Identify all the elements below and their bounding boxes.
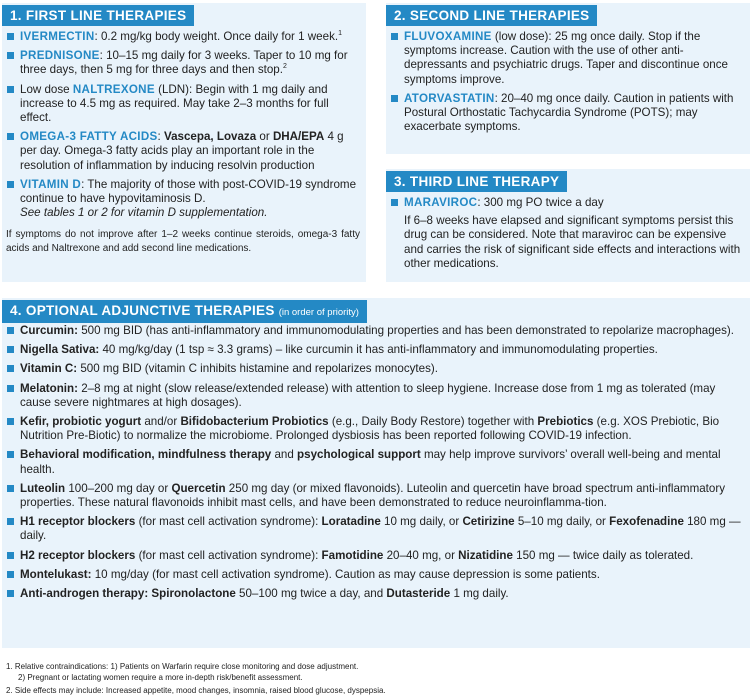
item-label: Nizatidine <box>458 548 513 562</box>
item-text: 20–40 mg, or <box>383 548 459 562</box>
first-line-note: If symptoms do not improve after 1–2 weeks continue steroids, omega-3 fatty acids and Naltrexone and add second line medications. <box>6 229 360 254</box>
list-item <box>390 196 744 210</box>
item-text: 10 mg/day (for mast cell activation syndrome). Caution as may cause depression is some patients. <box>91 567 600 581</box>
drug-name: ATORVASTATIN <box>404 91 495 105</box>
item-text: (low dose): 25 mg once daily. Stop if the symptoms increase. Caution with the use of other anti-depressants and psychiatric drugs. Taper and discontinue once symptoms improve. <box>404 30 728 86</box>
list-item <box>6 178 360 221</box>
second-line-content <box>390 30 744 139</box>
list-item <box>6 549 746 563</box>
item-text: may help improve survivors’ overall well-being and mental health. <box>20 448 721 476</box>
item-text: 500 mg BID (vitamin C inhibits histamine and repolarizes monocytes). <box>77 362 438 376</box>
list-item <box>6 324 746 338</box>
item-text: 150 mg — twice daily as tolerated. <box>512 548 694 562</box>
item-label: Bifidobacterium Probiotics <box>180 415 329 429</box>
item-label: Quercetin <box>171 481 226 495</box>
list-item <box>6 482 746 510</box>
item-label: psychological support <box>297 448 421 462</box>
item-text: : The majority of those with post-COVID-19 syndrome continue to have hypovitaminosis D. <box>20 177 357 206</box>
item-text: 500 mg BID (has anti-inflammatory and immunomodulating properties and has been demonstrated to repolarize macrophages). <box>77 324 735 337</box>
item-label: Kefir, probiotic yogurt <box>20 415 142 429</box>
item-text: 5–10 mg daily, or <box>514 515 610 529</box>
item-label: Dutasteride <box>386 587 451 601</box>
item-label: Luteolin <box>20 481 66 495</box>
item-text: 250 mg day (or mixed flavonoids). Luteolin and quercetin have broad spectrum anti-inflammatory properties. These natural flavonoids inhibit mast cells, and have been demonstrated to reduce neuroinflamma-tion. <box>20 481 726 510</box>
item-label: Curcumin: <box>20 324 78 337</box>
footnote-2: 2. Side effects may include: Increased appetite, mood changes, insomnia, raised blood glucose, dyspepsia. <box>6 686 386 695</box>
drug-name: VITAMIN D <box>20 177 82 191</box>
drug-name: PREDNISONE <box>20 49 100 63</box>
item-text: 1 mg daily. <box>450 587 509 601</box>
drug-name: FLUVOXAMINE <box>404 30 492 43</box>
adjunctive-header <box>2 300 367 323</box>
first-line-header: 1. FIRST LINE THERAPIES <box>2 5 194 26</box>
item-text: : 300 mg PO twice a day <box>477 196 604 209</box>
item-text: (for mast cell activation syndrome): <box>135 548 322 562</box>
footnote-ref: 2 <box>282 63 287 71</box>
item-label: Vitamin C: <box>20 362 78 376</box>
list-item <box>6 415 746 443</box>
third-line-header: 3. THIRD LINE THERAPY <box>386 171 567 192</box>
list-item <box>6 49 360 77</box>
item-label: Spironolactone <box>151 587 236 601</box>
item-text: : <box>157 130 164 144</box>
brand-names: DHA/EPA <box>272 130 325 144</box>
adjunctive-content <box>6 324 746 606</box>
list-item <box>6 382 746 410</box>
footnote-ref: 1 <box>338 30 342 38</box>
item-text: 10 mg daily, or <box>380 515 463 529</box>
item-label: Melatonin: <box>20 381 78 395</box>
item-prefix: Low dose <box>20 82 73 96</box>
item-text: 2–8 mg at night (slow release/extended release) with attention to sleep hygiene. Increase dose from 1 mg as tolerated (may cause severe nightmares at high dosages). <box>20 381 716 409</box>
adjunctive-title: 4. OPTIONAL ADJUNCTIVE THERAPIES <box>10 303 275 318</box>
list-item <box>6 362 746 376</box>
item-text: and <box>271 448 298 462</box>
item-text: 100–200 mg day or <box>65 481 172 495</box>
footnote-1-continued: 2) Pregnant or lactating women require a more in-depth risk/benefit assessment. <box>18 673 303 682</box>
item-text: (for mast cell activation syndrome): <box>135 515 322 529</box>
item-text: 4 g per day. Omega-3 fatty acids play an important role in the resolution of inflammation by inducing resolvin production <box>20 130 344 172</box>
item-label: Nigella Sativa: <box>20 343 100 357</box>
drug-name: IVERMECTIN <box>20 30 95 43</box>
footnote-1: 1. Relative contraindications: 1) Patients on Warfarin require close monitoring and dose adjustment. <box>6 662 359 671</box>
second-line-header: 2. SECOND LINE THERAPIES <box>386 5 597 26</box>
list-item <box>6 130 360 173</box>
item-text: or <box>256 130 273 144</box>
list-item <box>6 83 360 126</box>
item-label: Loratadine <box>321 515 381 529</box>
item-label: H1 receptor blockers <box>20 515 136 529</box>
item-text: : 20–40 mg once daily. Caution in patients with Postural Orthostatic Tachycardia Syndrome (POTS); may exacerbate symptoms. <box>404 91 734 134</box>
item-text: (e.g., Daily Body Restore) together with <box>328 415 538 429</box>
third-line-paragraph: If 6–8 weeks have elapsed and significant symptoms persist this drug can be considered. Note that maraviroc can be expensive and carries the risk of significant side effects and interactions with other medications. <box>404 214 741 270</box>
item-text: 50–100 mg twice a day, and <box>235 587 387 601</box>
item-reference: See tables 1 or 2 for vitamin D supplementation. <box>20 206 268 220</box>
item-text: (e.g. XOS Prebiotic, Bio Nutrition Pre-Biotic) to normalize the microbiome. Prolonged dysbiosis has been reported following COVID-19 infection. <box>20 415 720 443</box>
list-item <box>6 30 360 44</box>
item-text: 180 mg — daily. <box>20 515 741 543</box>
item-text: : 10–15 mg daily for 3 weeks. Taper to 10 mg for three days, then 5 mg for three days and then stop. <box>20 49 348 77</box>
item-label: Cetirizine <box>462 515 515 529</box>
item-label: Anti-androgen therapy: <box>20 587 149 601</box>
drug-name: MARAVIROC <box>404 196 478 209</box>
item-text: (LDN): Begin with 1 mg daily and increase to 4.5 mg as required. May take 2–3 months for full effect. <box>20 82 329 125</box>
drug-name: NALTREXONE <box>72 82 155 96</box>
brand-names: Vascepa, Lovaza <box>164 130 257 144</box>
item-label: Behavioral modification, mindfulness therapy <box>20 448 272 462</box>
list-item <box>6 448 746 476</box>
adjunctive-subtitle: (in order of priority) <box>278 307 359 318</box>
first-line-content <box>6 30 360 255</box>
item-label: Famotidine <box>321 548 384 562</box>
item-label: Montelukast: <box>20 567 92 581</box>
item-label: Prebiotics <box>537 415 594 429</box>
drug-name: OMEGA-3 FATTY ACIDS <box>20 130 158 144</box>
list-item <box>6 515 746 543</box>
item-label: Fexofenadine <box>609 515 684 529</box>
list-item <box>390 30 744 87</box>
item-text: and/or <box>141 415 181 429</box>
list-item <box>6 568 746 582</box>
item-text: : 0.2 mg/kg body weight. Once daily for 1 week. <box>94 30 339 43</box>
item-text: 40 mg/kg/day (1 tsp ≈ 3.3 grams) – like curcumin it has anti-inflammatory and immunomodulating properties. <box>99 343 658 357</box>
list-item <box>390 92 744 135</box>
item-label: H2 receptor blockers <box>20 548 136 562</box>
third-line-content <box>390 196 744 271</box>
list-item <box>6 343 746 357</box>
list-item <box>6 587 746 601</box>
